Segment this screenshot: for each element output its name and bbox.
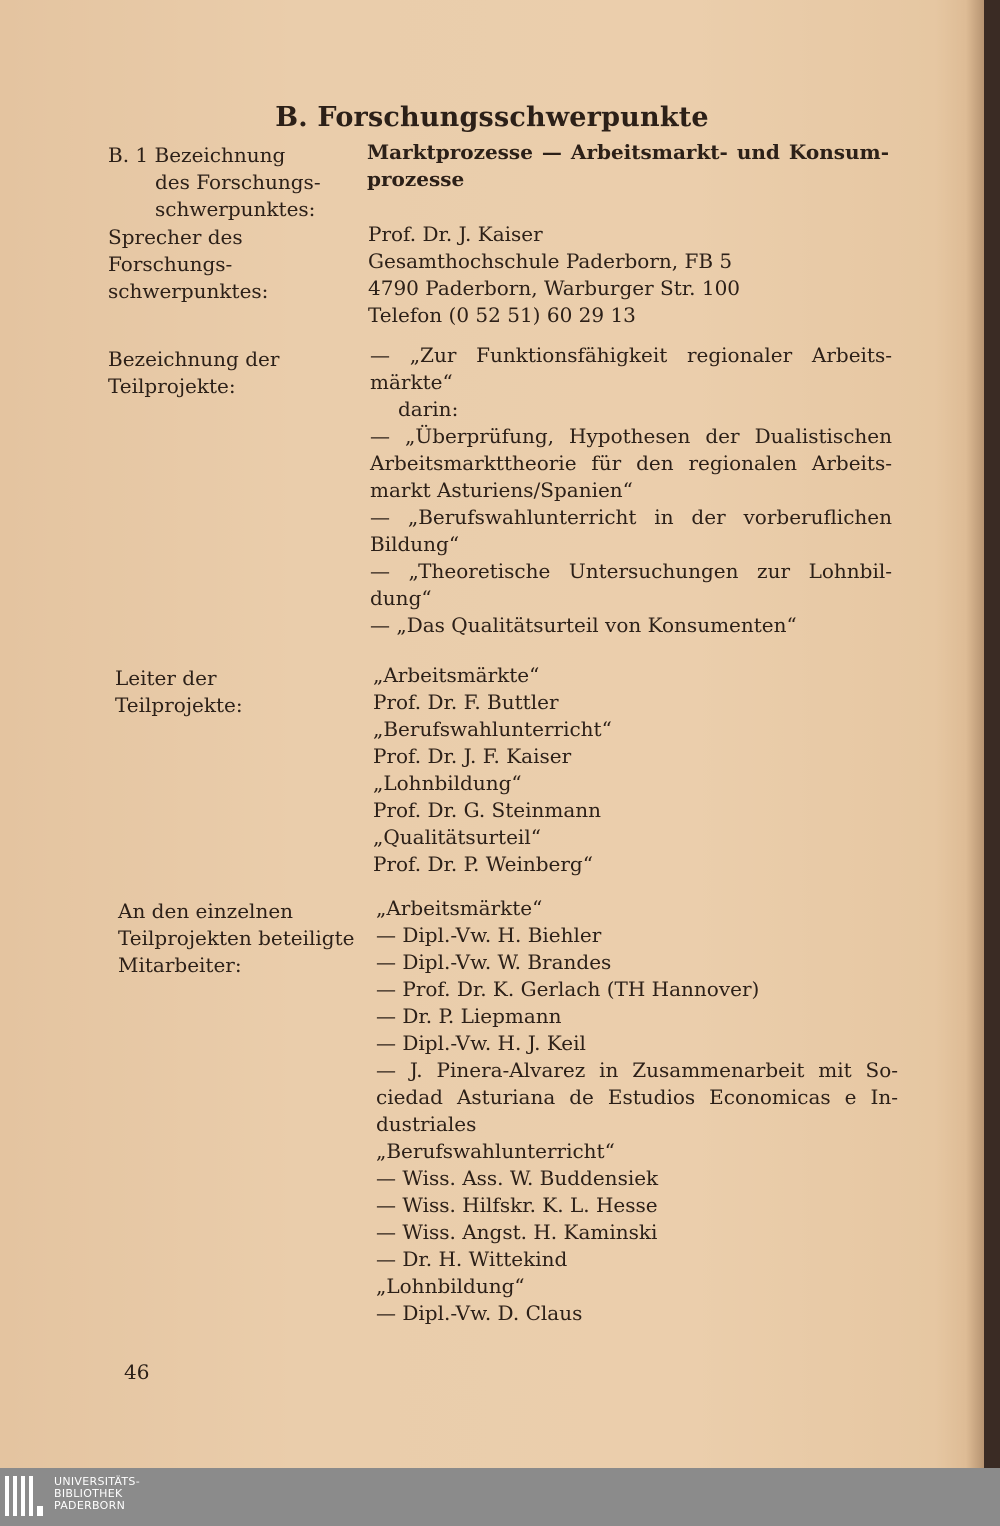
value-line: „Berufswahlunterricht“ xyxy=(373,717,612,741)
value-line: „Arbeitsmärkte“ xyxy=(373,663,540,687)
value-sprecher xyxy=(368,221,890,329)
value-line: Prof. Dr. J. Kaiser xyxy=(368,222,543,246)
label-line: Teilprojekte: xyxy=(115,693,243,717)
value-line: dung“ xyxy=(370,586,432,610)
library-footer-band xyxy=(0,1468,1000,1526)
label-line: Teilprojekten beteiligte xyxy=(118,926,355,950)
value-line: — „Überprüfung, Hypothesen der Dualistischen xyxy=(370,424,892,448)
value-line: Arbeitsmarkttheorie für den regionalen Arbeits- xyxy=(370,451,892,475)
value-line: — Wiss. Ass. W. Buddensiek xyxy=(376,1166,659,1190)
label-forschungsschwerpunkt xyxy=(108,142,353,223)
value-line: — „Das Qualitätsurteil von Konsumenten“ xyxy=(370,613,797,637)
value-line: märkte“ xyxy=(370,370,453,394)
value-line: — J. Pinera-Alvarez in Zusammenarbeit mit So- xyxy=(376,1058,898,1082)
value-line: — „Zur Funktionsfähigkeit regionaler Arbeits- xyxy=(370,343,892,367)
value-line: „Qualitätsurteil“ xyxy=(373,825,541,849)
label-line: B. 1 Bezeichnung xyxy=(108,143,286,167)
page-heading: B. Forschungsschwerpunkte xyxy=(275,102,709,134)
value-line: — Dipl.-Vw. W. Brandes xyxy=(376,950,612,974)
value-line: — Wiss. Hilfskr. K. L. Hesse xyxy=(376,1193,658,1217)
label-line: Forschungs- xyxy=(108,252,233,276)
value-line: — Dipl.-Vw. H. J. Keil xyxy=(376,1031,586,1055)
label-line: Leiter der xyxy=(115,666,217,690)
value-line: darin: xyxy=(398,397,459,421)
value-line: Prof. Dr. G. Steinmann xyxy=(373,798,602,822)
label-mitarbeiter xyxy=(118,898,363,979)
label-line: An den einzelnen xyxy=(118,899,294,923)
value-line: „Arbeitsmärkte“ xyxy=(376,896,543,920)
value-line: — Dr. H. Wittekind xyxy=(376,1247,568,1271)
value-line: — Dipl.-Vw. H. Biehler xyxy=(376,923,602,947)
label-line: Mitarbeiter: xyxy=(118,953,242,977)
value-line: markt Asturiens/Spanien“ xyxy=(370,478,633,502)
value-line: ciedad Asturiana de Estudios Economicas e In- xyxy=(376,1085,898,1109)
value-forschungsschwerpunkt xyxy=(367,139,889,193)
label-leiter xyxy=(115,665,360,719)
value-leiter xyxy=(373,662,895,878)
value-mitarbeiter xyxy=(376,895,898,1327)
value-teilprojekte xyxy=(370,342,892,639)
page-number: 46 xyxy=(124,1360,150,1384)
value-line: prozesse xyxy=(367,167,465,191)
value-line: „Berufswahlunterricht“ xyxy=(376,1139,615,1163)
logo-text-line: PADERBORN xyxy=(54,1499,126,1512)
value-line: Prof. Dr. F. Buttler xyxy=(373,690,559,714)
value-line: — Prof. Dr. K. Gerlach (TH Hannover) xyxy=(376,977,760,1001)
value-line: 4790 Paderborn, Warburger Str. 100 xyxy=(368,276,741,300)
page-gutter-shadow xyxy=(966,0,984,1468)
label-line: des Forschungs- xyxy=(155,170,321,194)
logo-text-line: BIBLIOTHEK xyxy=(54,1487,123,1500)
library-logo-icon xyxy=(4,1474,44,1520)
value-line: „Lohnbildung“ xyxy=(373,771,522,795)
value-line: Bildung“ xyxy=(370,532,460,556)
label-line: schwerpunktes: xyxy=(155,197,316,221)
value-line: dustriales xyxy=(376,1112,477,1136)
label-teilprojekte xyxy=(108,346,353,400)
value-line: Prof. Dr. P. Weinberg“ xyxy=(373,852,593,876)
value-line: — Dr. P. Liepmann xyxy=(376,1004,562,1028)
value-line: — Dipl.-Vw. D. Claus xyxy=(376,1301,583,1325)
logo-text-line: UNIVERSITÄTS- xyxy=(54,1475,140,1488)
value-line: Prof. Dr. J. F. Kaiser xyxy=(373,744,572,768)
label-line: Sprecher des xyxy=(108,225,243,249)
value-line: — Wiss. Angst. H. Kaminski xyxy=(376,1220,658,1244)
value-line: Telefon (0 52 51) 60 29 13 xyxy=(368,303,636,327)
value-line: Gesamthochschule Paderborn, FB 5 xyxy=(368,249,733,273)
value-line: — „Berufswahlunterricht in der vorberuflichen xyxy=(370,505,892,529)
value-line: Marktprozesse — Arbeitsmarkt- und Konsum- xyxy=(367,140,889,164)
value-line: — „Theoretische Untersuchungen zur Lohnbil- xyxy=(370,559,892,583)
label-line: schwerpunktes: xyxy=(108,279,269,303)
label-line: Teilprojekte: xyxy=(108,374,236,398)
label-sprecher xyxy=(108,224,353,305)
value-line: „Lohnbildung“ xyxy=(376,1274,525,1298)
label-line: Bezeichnung der xyxy=(108,347,280,371)
library-logo-text xyxy=(54,1476,140,1512)
